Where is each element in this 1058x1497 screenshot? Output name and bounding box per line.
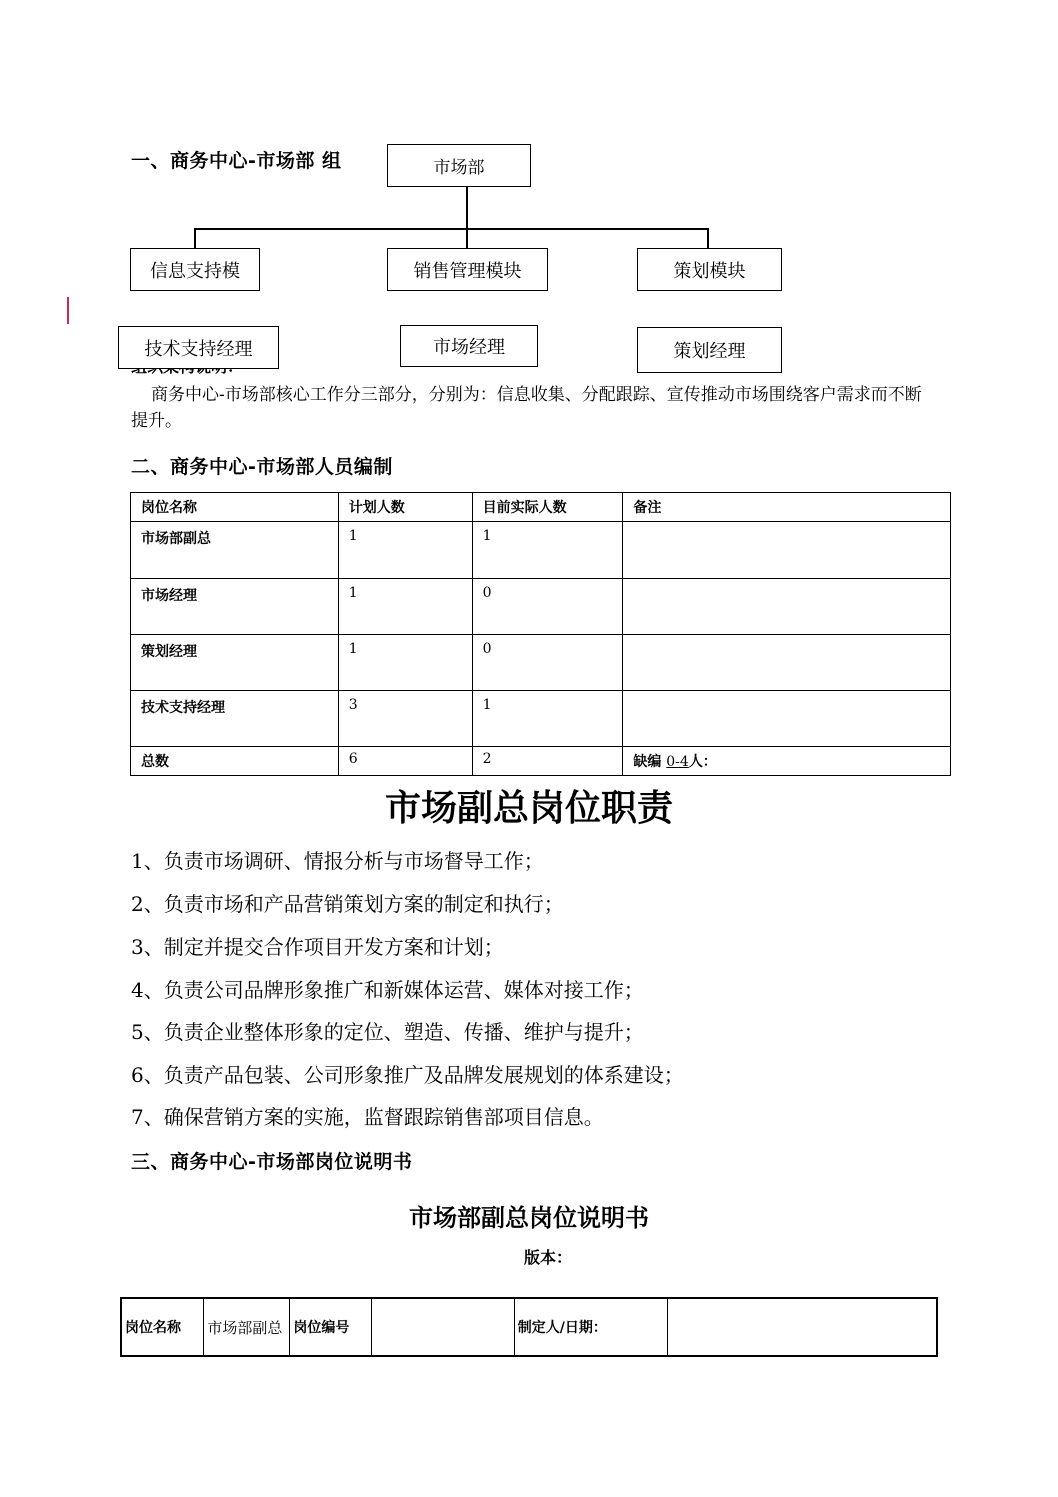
org-manager-box [118, 326, 279, 369]
total-planned-cell: 6 [338, 747, 472, 776]
post-cell: 市场部副总 [131, 522, 339, 579]
planned-cell: 3 [338, 691, 472, 747]
post-cell: 策划经理 [131, 635, 339, 691]
table-row [131, 691, 951, 747]
header-cell: 目前实际人数 [472, 493, 623, 522]
org-manager-label: 策划经理 [673, 341, 746, 362]
duty-item: 3、制定并提交合作项目开发方案和计划； [131, 935, 504, 959]
table-total-row [131, 747, 951, 776]
header-cell: 岗位名称 [131, 493, 339, 522]
duty-item: 1、负责市场调研、情报分析与市场督导工作； [131, 849, 544, 873]
duty-item: 5、负责企业整体形象的定位、塑造、传播、维护与提升； [131, 1020, 644, 1044]
org-manager-label: 市场经理 [433, 337, 505, 358]
org-module-box [387, 248, 548, 291]
org-root-box [387, 144, 531, 187]
actual-cell: 0 [472, 635, 623, 691]
shortage-suffix: 人： [688, 754, 717, 770]
total-actual-cell: 2 [472, 747, 623, 776]
staffing-table [130, 492, 951, 776]
org-manager-box [637, 327, 782, 373]
header-cell: 计划人数 [338, 493, 472, 522]
org-module-label: 信息支持模 [150, 260, 240, 282]
actual-cell: 1 [472, 691, 623, 747]
planned-cell: 1 [338, 522, 472, 579]
version-label: 版本： [524, 1248, 573, 1267]
job-spec-table [120, 1297, 938, 1357]
duty-item: 4、负责公司品牌形象推广和新媒体运营、媒体对接工作； [131, 978, 644, 1002]
shortage-value: 0-4 [666, 754, 689, 770]
duty-item: 6、负责产品包装、公司形象推广及品牌发展规划的体系建设； [131, 1063, 684, 1087]
post-name-value: 市场部副总 [204, 1298, 290, 1356]
org-connector-right [707, 228, 709, 249]
total-label-cell: 总数 [131, 747, 339, 776]
total-remark-cell [623, 747, 951, 776]
remark-cell [623, 691, 951, 747]
org-module-box [130, 248, 260, 291]
org-root-label: 市场部 [433, 158, 485, 178]
org-manager-box [400, 325, 538, 367]
table-row [131, 522, 951, 579]
remark-cell [623, 579, 951, 635]
org-module-label: 销售管理模块 [413, 260, 522, 282]
author-date-label: 制定人/日期： [514, 1298, 667, 1356]
org-connector-horizontal [194, 228, 708, 230]
org-connector-middle [466, 228, 468, 249]
header-cell: 备注 [623, 493, 951, 522]
actual-cell: 1 [472, 522, 623, 579]
table-row [131, 635, 951, 691]
org-manager-label: 技术支持经理 [144, 338, 253, 360]
duty-item: 7、确保营销方案的实施，监督跟踪销售部项目信息。 [131, 1105, 604, 1129]
post-cell: 市场经理 [131, 579, 339, 635]
section3-title: 三、商务中心-市场部岗位说明书 [131, 1151, 413, 1173]
table-row [121, 1298, 937, 1356]
section2-title: 二、商务中心-市场部人员编制 [131, 456, 393, 478]
planned-cell: 1 [338, 579, 472, 635]
table-row [131, 579, 951, 635]
post-code-value [372, 1298, 514, 1356]
section1-title: 一、商务中心-市场部 组 [131, 150, 342, 172]
org-module-label: 策划模块 [673, 260, 746, 282]
post-cell: 技术支持经理 [131, 691, 339, 747]
planned-cell: 1 [338, 635, 472, 691]
text-cursor-marker [67, 297, 69, 324]
table-header-row [131, 493, 951, 522]
doc-title: 市场部副总岗位说明书 [409, 1204, 649, 1232]
author-date-value [667, 1298, 937, 1356]
org-connector-left [194, 228, 196, 249]
post-name-label: 岗位名称 [121, 1298, 204, 1356]
actual-cell: 0 [472, 579, 623, 635]
org-connector-vertical [466, 187, 468, 229]
duty-item: 2、负责市场和产品营销策划方案的制定和执行； [131, 892, 564, 916]
remark-cell [623, 522, 951, 579]
shortage-prefix: 缺编 [633, 754, 662, 770]
org-note-text: 商务中心-市场部核心工作分三部分，分别为：信息收集、分配跟踪、宣传推动市场围绕客户需求而不断提升。 [131, 385, 922, 431]
remark-cell [623, 635, 951, 691]
post-code-label: 岗位编号 [290, 1298, 372, 1356]
duties-title: 市场副总岗位职责 [384, 788, 673, 829]
org-module-box [637, 248, 782, 291]
